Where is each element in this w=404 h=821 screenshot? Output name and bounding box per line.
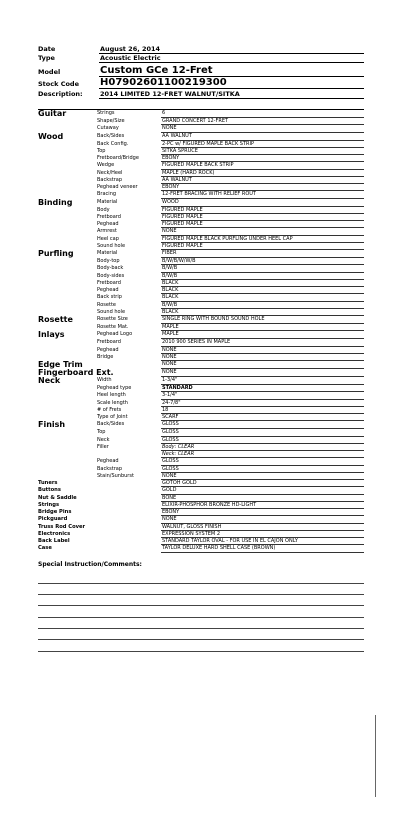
spec-section: Inlays (38, 330, 65, 340)
spec-value: NONE (161, 369, 364, 377)
spec-label: Bridge (97, 353, 114, 360)
spec-value: FIGURED MAPLE BLACK PURFLING UNDER HEEL CAP (161, 236, 364, 243)
spec-value: EBONY (161, 509, 364, 516)
spec-value: GLOSS (161, 437, 364, 444)
spec-label: Peghead Logo (97, 331, 133, 338)
spec-row (38, 473, 364, 480)
spec-label: Backstrap (97, 176, 122, 183)
header-label: Date (38, 45, 56, 53)
spec-value: B/W/B (161, 265, 364, 272)
spec-row (38, 407, 364, 414)
spec-value: 2-PC w/ FIGURED MAPLE BACK STRIP (161, 141, 364, 148)
spec-row (38, 429, 364, 436)
spec-section (38, 451, 97, 458)
spec-value: 3-1/4" (161, 392, 364, 399)
spec-row (38, 214, 364, 221)
spec-section: Rosette (38, 315, 73, 324)
spec-section: Purfling (38, 249, 74, 258)
header-label: Description: (38, 90, 83, 98)
spec-section (38, 184, 97, 191)
spec-label: Body-sides (97, 272, 125, 279)
spec-value: BLACK (161, 287, 364, 294)
spec-label: Rosette (97, 301, 116, 308)
spec-value: 24-7/8" (161, 400, 364, 407)
spec-section: Pickguard (38, 516, 68, 523)
spec-section (38, 458, 97, 465)
spec-value: EXPRESSION SYSTEM 2 (161, 531, 364, 538)
spec-row (38, 316, 364, 324)
spec-row (38, 250, 364, 258)
spec-value: 6 (161, 110, 364, 118)
spec-section (38, 466, 97, 473)
spec-section (38, 287, 97, 294)
spec-section: Neck (38, 376, 61, 385)
spec-row (38, 421, 364, 429)
special-instructions-label: Special Instruction/Comments: (38, 560, 142, 568)
spec-value: AA WALNUT (161, 133, 364, 141)
spec-value: BLACK (161, 309, 364, 316)
spec-value: EBONY (161, 155, 364, 162)
spec-value: NONE (161, 354, 364, 361)
spec-value: NONE (161, 361, 364, 369)
spec-value: 12-FRET BRACING WITH RELIEF ROUT (161, 191, 364, 198)
spec-value: NONE (161, 125, 364, 132)
spec-label: Sound hole (97, 308, 126, 315)
spec-row (38, 385, 364, 392)
spec-label: Fretboard/Bridge (97, 155, 139, 161)
spec-label: Back/Sides (97, 421, 125, 428)
spec-section (38, 385, 97, 392)
spec-section: Fingerboard Ext. (38, 368, 114, 377)
spec-section: Buttons (38, 487, 61, 494)
comment-line (38, 595, 364, 606)
spec-row (38, 162, 364, 169)
spec-row (38, 294, 364, 301)
spec-row (38, 199, 364, 207)
spec-label: Peghead veneer (97, 184, 138, 190)
spec-value: GLOSS (161, 429, 364, 436)
spec-value: GOTOH GOLD (161, 480, 364, 487)
spec-label: Fretboard (97, 339, 121, 346)
spec-row (38, 495, 364, 502)
spec-value: B/W/B (161, 273, 364, 280)
spec-value: MAPLE (161, 331, 364, 339)
spec-label: Wedge (97, 162, 115, 169)
spec-section: Bridge Pins (38, 509, 72, 515)
comment-line (38, 629, 364, 640)
spec-value: AA WALNUT (161, 177, 364, 184)
spec-section (38, 400, 97, 407)
spec-row (38, 273, 364, 280)
spec-row (38, 509, 364, 516)
spec-row (38, 110, 364, 118)
spec-value: GRAND CONCERT 12-FRET (161, 118, 364, 125)
spec-label: Material (97, 198, 118, 205)
spec-value: ELIXIR-PHOSPHOR BRONZE HD-LIGHT (161, 502, 364, 509)
header-value: Custom GCe 12-Fret (99, 65, 364, 77)
spec-label: Heel cap (97, 235, 119, 242)
spec-section (38, 177, 97, 184)
spec-row (38, 177, 364, 184)
build-sheet (38, 45, 364, 652)
spec-table (38, 109, 364, 553)
spec-section: Binding (38, 197, 73, 207)
spec-row (38, 392, 364, 399)
spec-row (38, 437, 364, 444)
spec-row (38, 487, 364, 494)
spec-row (38, 228, 364, 235)
spec-section (38, 221, 97, 228)
spec-row (38, 377, 364, 385)
spec-value: NONE (161, 347, 364, 354)
spec-label: Rosette Mat. (97, 324, 129, 330)
spec-row (38, 324, 364, 331)
comment-line (38, 640, 364, 651)
spec-label: Back strip (97, 294, 122, 301)
spec-label: Top (97, 429, 106, 436)
spec-row (38, 414, 364, 421)
spec-section (38, 347, 97, 354)
header-row (38, 90, 364, 99)
spec-value: SCARF (161, 414, 364, 421)
spec-value: FIGURED MAPLE (161, 221, 364, 228)
spec-section: Nut & Saddle (38, 494, 77, 501)
spec-label: Peghead type (97, 385, 132, 391)
spec-row (38, 354, 364, 361)
spec-value: FIGURED MAPLE (161, 207, 364, 214)
spec-label: # of Frets (97, 406, 122, 413)
header-block (38, 45, 364, 99)
spec-label: Shape/Size (97, 118, 125, 124)
spec-value: Neck: CLEAR (161, 451, 364, 458)
spec-section (38, 429, 97, 436)
spec-label: Type of Joint (97, 414, 128, 420)
spec-section: Wood (38, 131, 64, 141)
spec-row (38, 309, 364, 316)
spec-section (38, 392, 97, 399)
spec-value: 2010 900 SERIES IN MAPLE (161, 339, 364, 346)
spec-label: Cutaway (97, 125, 119, 132)
spec-label: Strings (97, 110, 115, 116)
spec-row (38, 516, 364, 523)
header-value: August 26, 2014 (99, 45, 364, 54)
spec-value: MAPLE (HARD ROCK) (161, 170, 364, 177)
spec-section (38, 437, 97, 444)
spec-label: Peghead (97, 458, 119, 465)
spec-value: BLACK (161, 280, 364, 287)
spec-section (38, 148, 97, 155)
spec-row (38, 280, 364, 287)
header-label: Model (38, 68, 61, 76)
spec-row (38, 531, 364, 538)
spec-label: Top (97, 147, 106, 154)
spec-row (38, 480, 364, 487)
header-label: Stock Code (38, 80, 79, 88)
spec-value: Body: CLEAR (161, 444, 364, 451)
comment-line (38, 584, 364, 595)
margin-rule (375, 715, 376, 797)
spec-section (38, 214, 97, 221)
header-value: H07902601100219300 (99, 77, 364, 89)
spec-label: Bracing (97, 191, 117, 198)
spec-row (38, 170, 364, 177)
spec-row (38, 258, 364, 265)
spec-row (38, 302, 364, 309)
spec-value: B/W/B (161, 302, 364, 309)
spec-section (38, 170, 97, 177)
spec-row (38, 236, 364, 243)
spec-label: Filler (97, 443, 109, 450)
spec-section: Truss Rod Cover (38, 523, 86, 530)
spec-label: Heel length (97, 392, 126, 399)
spec-section (38, 265, 97, 272)
comment-line (38, 573, 364, 584)
spec-label: Backstrap (97, 465, 122, 472)
spec-label: Armrest (97, 228, 117, 235)
header-value: Acoustic Electric (99, 54, 364, 63)
spec-section: Case (38, 545, 52, 552)
spec-row (38, 451, 364, 458)
comment-line (38, 618, 364, 629)
spec-row (38, 466, 364, 473)
spec-value: 1-3/4" (161, 377, 364, 385)
spec-section (38, 162, 97, 169)
spec-value: FIGURED MAPLE BACK STRIP (161, 162, 364, 169)
spec-value: STANDARD TAYLOR OVAL - FOR USE IN EL CAJON ONLY (161, 538, 364, 545)
spec-row (38, 155, 364, 162)
spec-section (38, 273, 97, 280)
header-row (38, 77, 364, 89)
spec-row (38, 148, 364, 155)
spec-section (38, 294, 97, 301)
spec-row (38, 347, 364, 354)
spec-section: Back Label (38, 538, 70, 544)
spec-section: Strings (38, 501, 60, 508)
spec-row (38, 458, 364, 465)
spec-label: Material (97, 250, 118, 256)
spec-row (38, 133, 364, 141)
spec-label: Fretboard (97, 279, 121, 286)
spec-row (38, 502, 364, 509)
spec-value: 18 (161, 407, 364, 414)
spec-section (38, 207, 97, 214)
spec-row (38, 265, 364, 272)
spec-label: Width (97, 377, 112, 383)
spec-value: GOLD (161, 487, 364, 494)
spec-row (38, 339, 364, 346)
spec-row (38, 524, 364, 531)
spec-value: NONE (161, 516, 364, 523)
spec-section (38, 280, 97, 287)
spec-section: Edge Trim (38, 360, 83, 369)
spec-value: FIBER (161, 250, 364, 258)
spec-value: NONE (161, 473, 364, 480)
spec-value: NONE (161, 228, 364, 235)
spec-row (38, 287, 364, 294)
spec-value: TAYLOR DELUXE HARD SHELL CASE (BROWN) (161, 545, 364, 552)
spec-section (38, 302, 97, 309)
header-row (38, 54, 364, 63)
spec-label: Rosette Size (97, 316, 128, 322)
spec-section: Guitar (38, 109, 67, 118)
header-row (38, 45, 364, 54)
spec-value: B/W/B/W/W/B (161, 258, 364, 265)
spec-section: Finish (38, 420, 66, 430)
spec-section: Electronics (38, 530, 71, 537)
spec-value: WALNUT, GLOSS FINISH (161, 524, 364, 531)
header-row (38, 65, 364, 77)
spec-label: Scale length (97, 399, 128, 406)
spec-section (38, 141, 97, 148)
spec-row (38, 118, 364, 125)
spec-section (38, 118, 97, 125)
spec-section (38, 444, 97, 451)
spec-row (38, 369, 364, 377)
spec-row (38, 141, 364, 148)
spec-label (97, 451, 161, 458)
spec-section (38, 339, 97, 346)
spec-value: STANDARD (161, 385, 364, 392)
spec-label: Back/Sides (97, 132, 125, 139)
spec-label: Back Config. (97, 140, 129, 147)
spec-label: Neck/Heel (97, 169, 123, 176)
comment-lines (38, 573, 364, 652)
spec-row (38, 221, 364, 228)
spec-value: SITKA SPRUCE (161, 148, 364, 155)
comment-line (38, 606, 364, 617)
spec-value: FIGURED MAPLE (161, 214, 364, 221)
spec-label: Neck (97, 436, 110, 443)
spec-row (38, 538, 364, 545)
spec-value: BLACK (161, 294, 364, 301)
spec-row (38, 184, 364, 191)
spec-section (38, 228, 97, 235)
spec-section (38, 258, 97, 265)
spec-label: Peghead (97, 221, 119, 227)
spec-row (38, 400, 364, 407)
spec-row (38, 331, 364, 339)
spec-row (38, 545, 364, 552)
spec-value: BONE (161, 495, 364, 502)
spec-value: MAPLE (161, 324, 364, 331)
spec-label: Fretboard (97, 213, 121, 220)
spec-label: Peghead (97, 287, 119, 293)
spec-value: GLOSS (161, 458, 364, 465)
spec-label: Body-back (97, 265, 124, 272)
spec-row (38, 207, 364, 214)
spec-value: EBONY (161, 184, 364, 191)
spec-section: Tuners (38, 480, 58, 486)
spec-value: FIGURED MAPLE (161, 243, 364, 250)
spec-label: Stain/Sunburst (97, 472, 134, 479)
spec-row (38, 191, 364, 198)
spec-section (38, 236, 97, 243)
header-label: Type (38, 54, 55, 62)
spec-row (38, 125, 364, 132)
spec-section (38, 155, 97, 162)
spec-value: GLOSS (161, 421, 364, 429)
header-value: 2014 LIMITED 12-FRET WALNUT/SITKA (99, 90, 364, 99)
spec-label: Body (97, 206, 110, 213)
spec-section (38, 473, 97, 480)
spec-value: SINGLE RING WITH BOUND SOUND HOLE (161, 316, 364, 324)
spec-value: WOOD (161, 199, 364, 207)
spec-label: Peghead (97, 346, 119, 353)
spec-row (38, 444, 364, 451)
spec-label: Sound hole (97, 242, 126, 249)
spec-label: Body-top (97, 258, 120, 264)
spec-value: GLOSS (161, 466, 364, 473)
spec-section (38, 407, 97, 414)
spec-row (38, 243, 364, 250)
